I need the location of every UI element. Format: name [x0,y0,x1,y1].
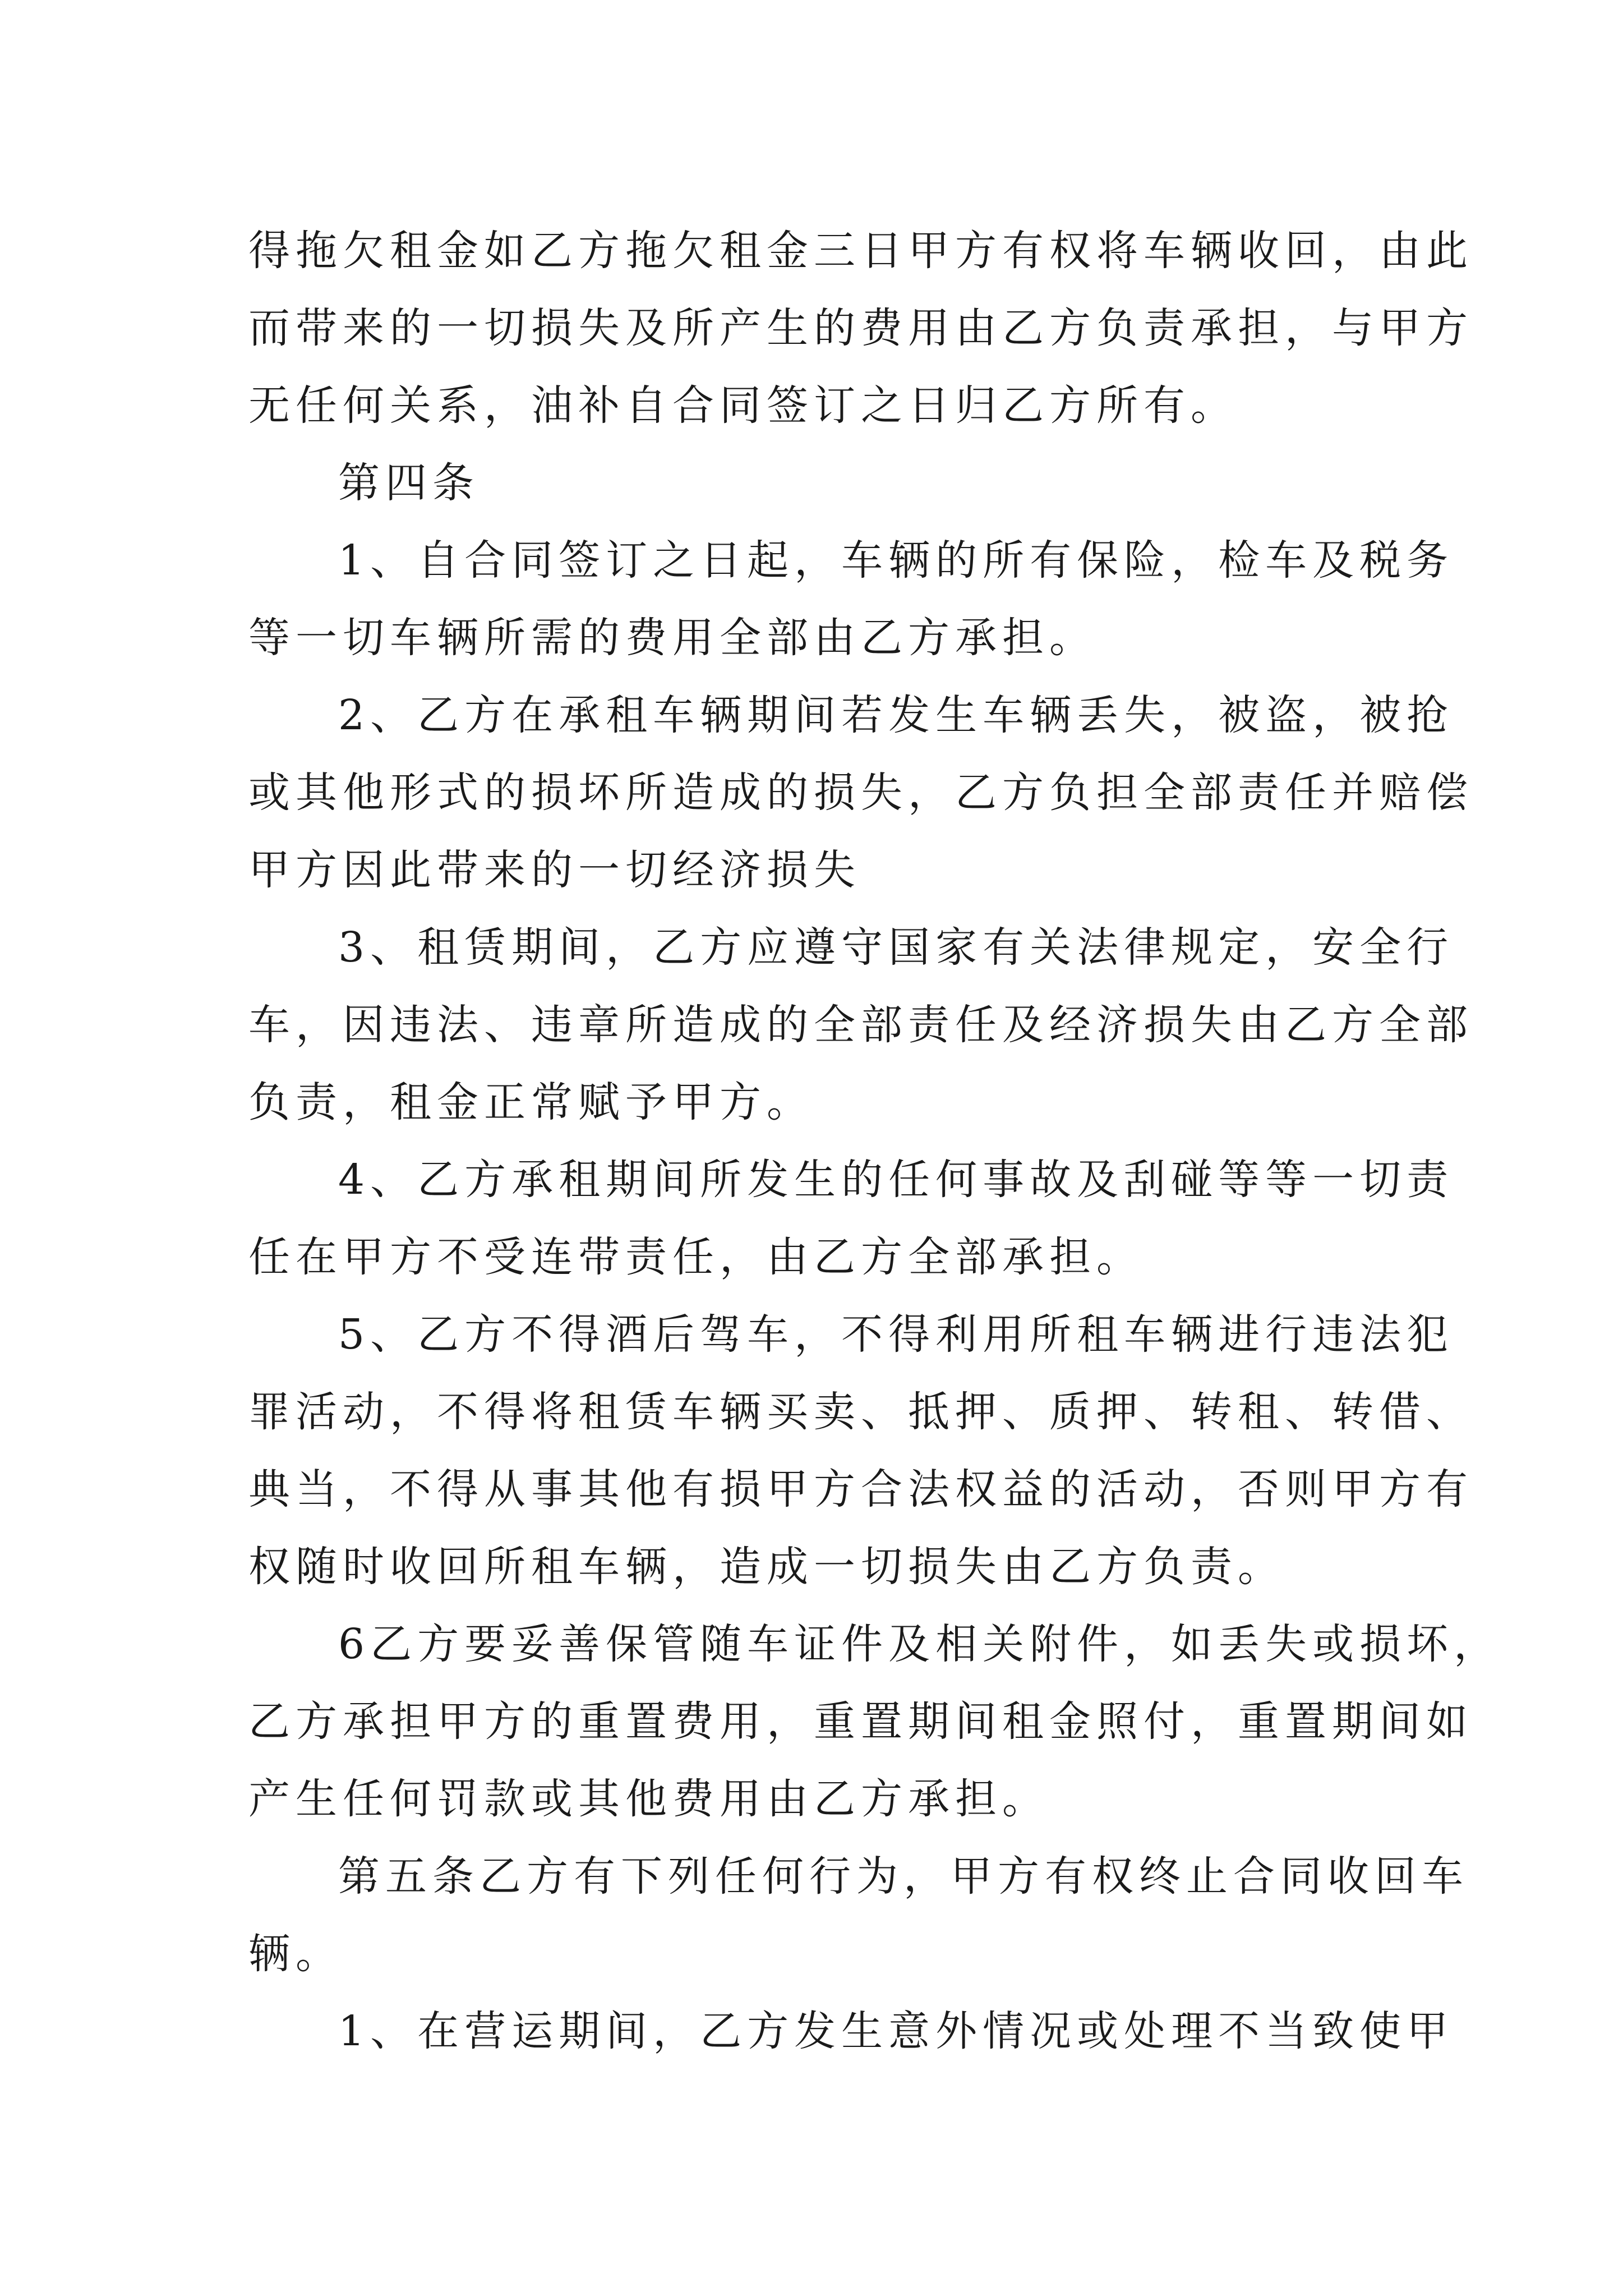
text-line: 产生任何罚款或其他费用由乙方承担。 [248,1775,1049,1823]
text-line: 而带来的一切损失及所产生的费用由乙方负责承担，与甲方 [248,304,1473,352]
text-line: 无任何关系，油补自合同签订之日归乙方所有。 [248,381,1238,430]
text-line: 得拖欠租金如乙方拖欠租金三日甲方有权将车辆收回，由此 [248,227,1473,275]
contract-body [248,212,1501,2070]
text-line: 第五条乙方有下列任何行为，甲方有权终止合同收回车 [338,1852,1469,1901]
text-line: 辆。 [248,1930,343,1978]
text-line: 甲方因此带来的一切经济损失 [248,846,861,894]
text-line: 车，因违法、违章所造成的全部责任及经济损失由乙方全部 [248,1001,1473,1049]
text-line: 典当，不得从事其他有损甲方合法权益的活动，否则甲方有 [248,1465,1473,1513]
text-line: 2、乙方在承租车辆期间若发生车辆丢失，被盗，被抢 [338,691,1454,739]
text-line: 权随时收回所租车辆，造成一切损失由乙方负责。 [248,1543,1285,1591]
text-line: 任在甲方不受连带责任，由乙方全部承担。 [248,1233,1144,1281]
text-line: 等一切车辆所需的费用全部由乙方承担。 [248,614,1096,662]
text-line: 5、乙方不得酒后驾车，不得利用所租车辆进行违法犯 [338,1310,1454,1359]
text-line: 1、自合同签订之日起，车辆的所有保险，检车及税务 [338,536,1454,585]
text-line: 负责，租金正常赋予甲方。 [248,1078,814,1126]
text-line: 或其他形式的损坏所造成的损失，乙方负担全部责任并赔偿 [248,769,1473,817]
text-line: 1、在营运期间，乙方发生意外情况或处理不当致使甲 [338,2007,1454,2055]
text-line: 4、乙方承租期间所发生的任何事故及刮碰等等一切责 [338,1156,1454,1204]
text-line: 乙方承担甲方的重置费用，重置期间租金照付，重置期间如 [248,1697,1473,1746]
text-line: 3、租赁期间，乙方应遵守国家有关法律规定，安全行 [338,923,1454,972]
text-line: 6乙方要妥善保管随车证件及相关附件，如丢失或损坏， [338,1620,1501,1668]
text-line: 第四条 [338,459,479,507]
text-line: 罪活动，不得将租赁车辆买卖、抵押、质押、转租、转借、 [248,1388,1473,1436]
